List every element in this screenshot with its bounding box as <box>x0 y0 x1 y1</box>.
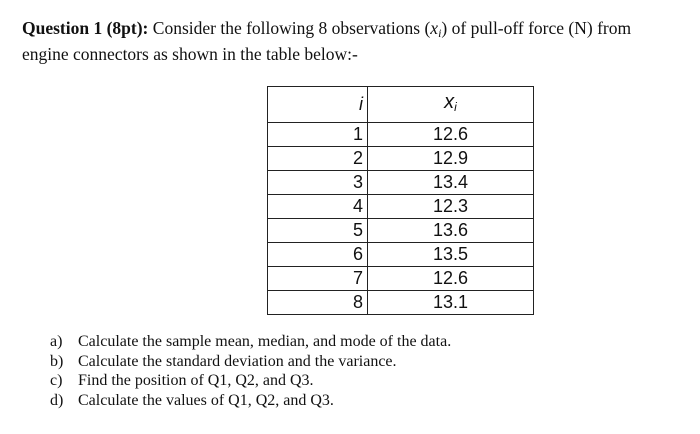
task-marker: a) <box>50 333 63 350</box>
table-row <box>268 267 534 291</box>
row-index: 4 <box>268 195 368 219</box>
row-index: 8 <box>268 291 368 315</box>
observations-table <box>267 86 534 315</box>
list-item <box>50 352 451 372</box>
task-text: Calculate the standard deviation and the variance. <box>78 352 397 370</box>
table-header-row <box>268 87 534 123</box>
list-item <box>50 391 451 411</box>
header-value-symbol: x <box>444 90 455 113</box>
task-text: Find the position of Q1, Q2, and Q3. <box>78 372 314 389</box>
row-value: 12.9 <box>368 147 534 171</box>
row-index: 7 <box>268 267 368 291</box>
task-text: Calculate the values of Q1, Q2, and Q3. <box>78 391 334 409</box>
table-row <box>268 243 534 267</box>
question-text <box>22 18 682 65</box>
row-value: 13.6 <box>368 219 534 243</box>
row-value: 13.4 <box>368 171 534 195</box>
task-text: Calculate the sample mean, median, and mode of the data. <box>78 333 452 350</box>
table-row <box>268 219 534 243</box>
table-row <box>268 171 534 195</box>
row-index: 6 <box>268 243 368 267</box>
row-value: 13.1 <box>368 291 534 315</box>
row-value: 12.6 <box>368 267 534 291</box>
task-marker: b) <box>50 352 64 370</box>
task-marker: d) <box>50 391 64 409</box>
question-rest: ) of pull-off force (N) from engine connectors as shown in the table below:- <box>22 18 632 64</box>
row-index: 3 <box>268 171 368 195</box>
task-marker: c) <box>50 372 63 389</box>
header-value <box>368 87 534 123</box>
question-title: Question 1 (8pt): <box>22 18 149 38</box>
row-value: 13.5 <box>368 243 534 267</box>
list-item <box>50 371 451 391</box>
row-value: 12.3 <box>368 195 534 219</box>
table-row <box>268 147 534 171</box>
row-index: 2 <box>268 147 368 171</box>
table-row <box>268 291 534 315</box>
task-list <box>50 332 451 410</box>
variable-subscript: i <box>438 26 442 40</box>
row-value: 12.6 <box>368 123 534 147</box>
row-index: 5 <box>268 219 368 243</box>
variable-symbol: x <box>430 18 439 38</box>
table-row <box>268 195 534 219</box>
question-intro: Consider the following 8 observations ( <box>148 18 431 38</box>
list-item <box>50 332 451 352</box>
row-index: 1 <box>268 123 368 147</box>
table-row <box>268 123 534 147</box>
header-index: i <box>268 87 368 123</box>
header-value-subscript: i <box>454 99 457 114</box>
